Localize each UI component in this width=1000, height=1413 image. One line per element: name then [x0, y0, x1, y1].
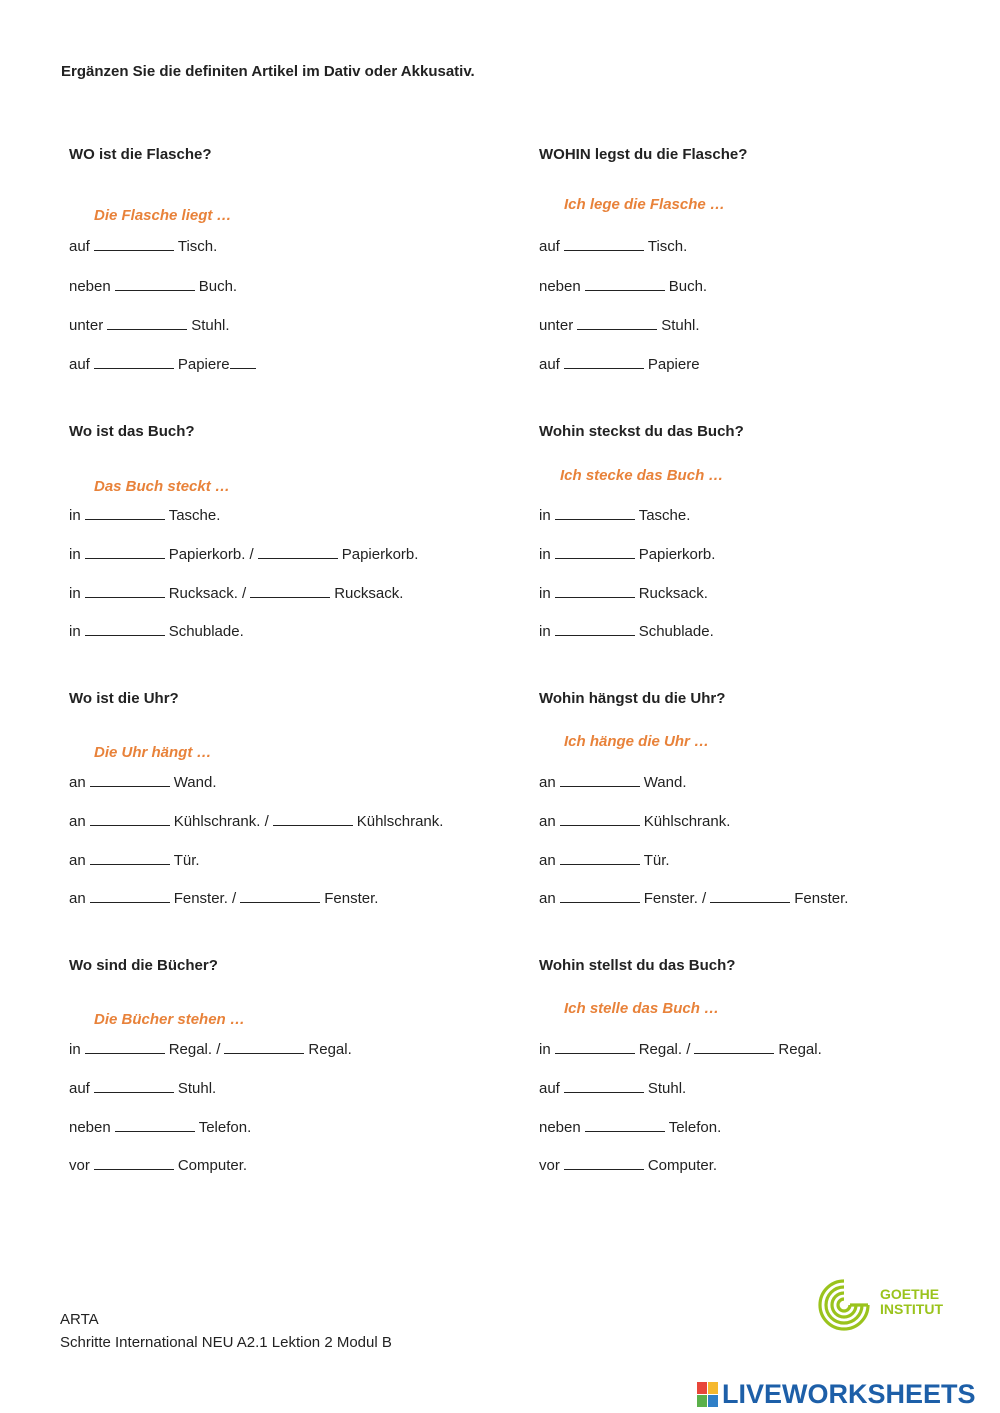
article-blank[interactable]	[710, 890, 790, 903]
exercise-line	[69, 852, 200, 869]
footer-author: ARTA	[60, 1311, 99, 1328]
goethe-line1: GOETHE	[880, 1286, 940, 1302]
line-suffix: Papierkorb.	[341, 546, 419, 563]
line-middle: Papierkorb. /	[168, 546, 254, 563]
article-blank[interactable]	[694, 1041, 774, 1054]
article-blank[interactable]	[85, 507, 165, 520]
line-prefix: auf	[539, 1080, 560, 1097]
line-middle: Rucksack. /	[168, 585, 247, 602]
article-blank[interactable]	[555, 546, 635, 559]
line-prefix: in	[539, 623, 551, 640]
line-suffix: Buch.	[668, 278, 708, 295]
exercise-line	[539, 852, 670, 869]
line-prefix: unter	[539, 317, 574, 334]
article-blank[interactable]	[560, 852, 640, 865]
article-blank[interactable]	[258, 546, 338, 559]
article-blank[interactable]	[560, 813, 640, 826]
article-blank[interactable]	[577, 317, 657, 330]
line-prefix: vor	[69, 1157, 90, 1174]
exercise-line	[539, 317, 700, 334]
article-blank[interactable]	[564, 238, 644, 251]
exercise-line	[539, 356, 700, 373]
exercise-line	[539, 585, 708, 602]
line-middle: Regal. /	[168, 1041, 221, 1058]
exercise-line	[539, 1041, 822, 1058]
article-blank[interactable]	[94, 356, 174, 369]
question-heading: Wo ist das Buch?	[69, 423, 195, 440]
liveworksheets-mark-icon	[697, 1382, 718, 1407]
instruction-heading: Ergänzen Sie die definiten Artikel im Dativ oder Akkusativ.	[61, 63, 475, 80]
article-blank[interactable]	[107, 317, 187, 330]
line-middle: Fenster. /	[173, 890, 237, 907]
line-suffix: Fenster.	[324, 890, 379, 907]
line-prefix: vor	[539, 1157, 560, 1174]
goethe-line2: INSTITUT	[880, 1301, 943, 1317]
line-prefix: an	[539, 774, 556, 791]
line-suffix: Wand.	[173, 774, 217, 791]
line-suffix: Tisch.	[177, 238, 218, 255]
article-blank[interactable]	[85, 1041, 165, 1054]
exercise-line	[69, 1041, 352, 1058]
line-middle: Kühlschrank. /	[173, 813, 269, 830]
line-prefix: in	[69, 623, 81, 640]
exercise-line	[539, 623, 714, 640]
line-suffix: Kühlschrank.	[356, 813, 444, 830]
line-prefix: neben	[69, 1119, 111, 1136]
article-blank[interactable]	[250, 585, 330, 598]
exercise-line	[69, 774, 216, 791]
exercise-line	[69, 1119, 251, 1136]
line-prefix: an	[69, 774, 86, 791]
article-blank[interactable]	[555, 585, 635, 598]
line-suffix: Schublade.	[168, 623, 244, 640]
ending-blank[interactable]	[230, 356, 256, 369]
article-blank[interactable]	[585, 1119, 665, 1132]
line-suffix: Papiere	[177, 356, 230, 373]
line-suffix: Wand.	[643, 774, 687, 791]
article-blank[interactable]	[560, 890, 640, 903]
line-suffix: Computer.	[647, 1157, 718, 1174]
line-suffix: Regal.	[778, 1041, 822, 1058]
line-prefix: auf	[539, 356, 560, 373]
exercise-line	[69, 356, 256, 373]
answer-prompt: Ich stecke das Buch …	[560, 467, 724, 484]
liveworksheets-text: LIVEWORKSHEETS	[722, 1378, 976, 1409]
article-blank[interactable]	[564, 1157, 644, 1170]
exercise-line	[69, 238, 217, 255]
exercise-line	[69, 1080, 216, 1097]
line-prefix: unter	[69, 317, 104, 334]
line-suffix: Rucksack.	[334, 585, 404, 602]
line-suffix: Schublade.	[638, 623, 714, 640]
line-suffix: Papiere	[647, 356, 700, 373]
article-blank[interactable]	[555, 1041, 635, 1054]
line-suffix: Stuhl.	[191, 317, 230, 334]
line-suffix: Tisch.	[647, 238, 688, 255]
line-suffix: Papierkorb.	[638, 546, 716, 563]
line-prefix: neben	[69, 278, 111, 295]
exercise-line	[69, 507, 220, 524]
exercise-line	[69, 546, 418, 563]
article-blank[interactable]	[90, 890, 170, 903]
line-prefix: neben	[539, 278, 581, 295]
line-prefix: neben	[539, 1119, 581, 1136]
exercise-line	[539, 1080, 686, 1097]
exercise-line	[69, 890, 378, 907]
line-prefix: in	[69, 585, 81, 602]
article-blank[interactable]	[90, 852, 170, 865]
exercise-line	[539, 546, 715, 563]
exercise-line	[69, 623, 244, 640]
article-blank[interactable]	[90, 774, 170, 787]
answer-prompt: Die Bücher stehen …	[94, 1011, 245, 1028]
article-blank[interactable]	[94, 1080, 174, 1093]
article-blank[interactable]	[94, 1157, 174, 1170]
exercise-line	[69, 585, 403, 602]
exercise-line	[539, 890, 848, 907]
answer-prompt: Das Buch steckt …	[94, 478, 230, 495]
answer-prompt: Die Uhr hängt …	[94, 744, 212, 761]
exercise-line	[539, 278, 707, 295]
line-suffix: Telefon.	[668, 1119, 722, 1136]
line-suffix: Tür.	[173, 852, 200, 869]
line-middle: Fenster. /	[643, 890, 707, 907]
line-suffix: Fenster.	[794, 890, 849, 907]
line-prefix: auf	[69, 356, 90, 373]
line-prefix: auf	[539, 238, 560, 255]
line-suffix: Tasche.	[168, 507, 221, 524]
article-blank[interactable]	[85, 585, 165, 598]
article-blank[interactable]	[115, 278, 195, 291]
question-heading: Wo sind die Bücher?	[69, 957, 218, 974]
exercise-line	[539, 774, 686, 791]
line-prefix: in	[539, 1041, 551, 1058]
line-prefix: in	[69, 1041, 81, 1058]
line-prefix: auf	[69, 238, 90, 255]
article-blank[interactable]	[115, 1119, 195, 1132]
article-blank[interactable]	[90, 813, 170, 826]
article-blank[interactable]	[85, 623, 165, 636]
exercise-line	[69, 1157, 247, 1174]
liveworksheets-logo	[697, 1380, 976, 1408]
exercise-line	[539, 1157, 717, 1174]
line-suffix: Buch.	[198, 278, 238, 295]
answer-prompt: Ich stelle das Buch …	[564, 1000, 720, 1017]
article-blank[interactable]	[240, 890, 320, 903]
exercise-line	[539, 1119, 721, 1136]
line-prefix: in	[539, 546, 551, 563]
question-heading: WO ist die Flasche?	[69, 146, 212, 163]
article-blank[interactable]	[224, 1041, 304, 1054]
line-suffix: Kühlschrank.	[643, 813, 731, 830]
line-prefix: an	[69, 890, 86, 907]
answer-prompt: Die Flasche liegt …	[94, 207, 232, 224]
article-blank[interactable]	[273, 813, 353, 826]
article-blank[interactable]	[94, 238, 174, 251]
line-suffix: Stuhl.	[177, 1080, 217, 1097]
goethe-logo-text	[880, 1287, 943, 1317]
exercise-line	[539, 507, 690, 524]
line-suffix: Tür.	[643, 852, 670, 869]
line-prefix: an	[69, 852, 86, 869]
line-middle: Regal. /	[638, 1041, 691, 1058]
question-heading: WOHIN legst du die Flasche?	[539, 146, 748, 163]
line-prefix: auf	[69, 1080, 90, 1097]
exercise-line	[69, 813, 443, 830]
line-suffix: Rucksack.	[638, 585, 708, 602]
question-heading: Wohin stellst du das Buch?	[539, 957, 736, 974]
line-prefix: in	[69, 546, 81, 563]
line-suffix: Stuhl.	[647, 1080, 687, 1097]
exercise-line	[539, 813, 730, 830]
line-prefix: in	[69, 507, 81, 524]
article-blank[interactable]	[564, 356, 644, 369]
answer-prompt: Ich lege die Flasche …	[564, 196, 725, 213]
line-prefix: an	[69, 813, 86, 830]
line-suffix: Tasche.	[638, 507, 691, 524]
line-prefix: an	[539, 852, 556, 869]
answer-prompt: Ich hänge die Uhr …	[564, 733, 710, 750]
question-heading: Wohin hängst du die Uhr?	[539, 690, 726, 707]
line-prefix: an	[539, 813, 556, 830]
exercise-line	[69, 317, 230, 334]
line-suffix: Telefon.	[198, 1119, 252, 1136]
line-prefix: in	[539, 507, 551, 524]
question-heading: Wo ist die Uhr?	[69, 690, 179, 707]
line-suffix: Stuhl.	[661, 317, 700, 334]
question-heading: Wohin steckst du das Buch?	[539, 423, 744, 440]
article-blank[interactable]	[564, 1080, 644, 1093]
article-blank[interactable]	[585, 278, 665, 291]
article-blank[interactable]	[555, 623, 635, 636]
article-blank[interactable]	[560, 774, 640, 787]
exercise-line	[69, 278, 237, 295]
article-blank[interactable]	[555, 507, 635, 520]
line-suffix: Regal.	[308, 1041, 352, 1058]
exercise-line	[539, 238, 687, 255]
line-prefix: an	[539, 890, 556, 907]
article-blank[interactable]	[85, 546, 165, 559]
footer-source: Schritte International NEU A2.1 Lektion 2 Modul B	[60, 1334, 392, 1351]
line-suffix: Computer.	[177, 1157, 248, 1174]
line-prefix: in	[539, 585, 551, 602]
